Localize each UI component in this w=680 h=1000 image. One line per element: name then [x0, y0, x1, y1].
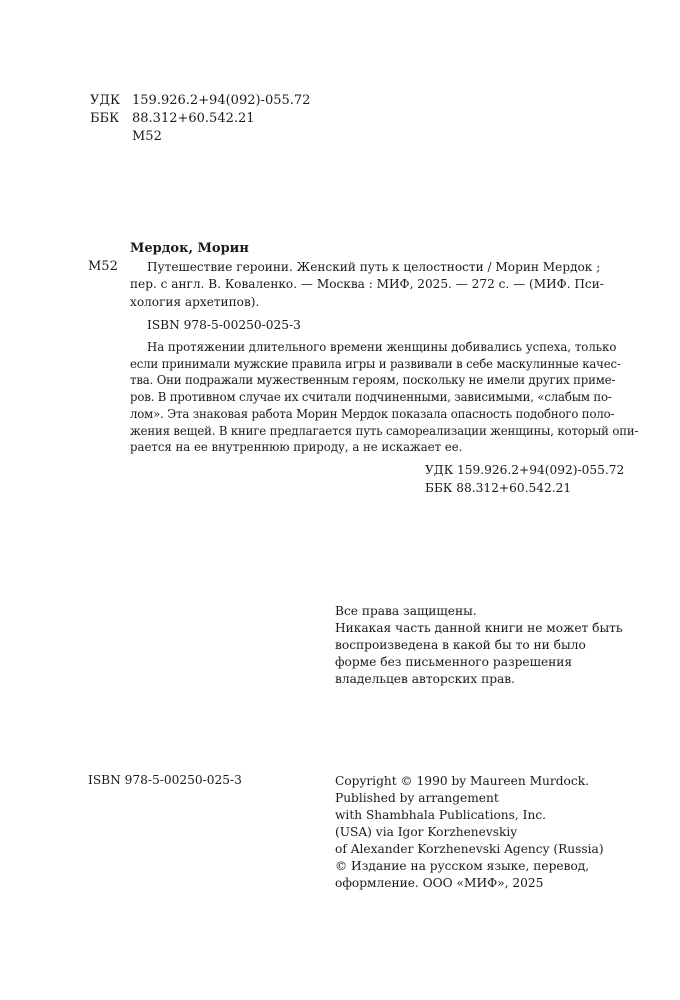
rights-line: форме без письменного разрешения: [335, 655, 573, 669]
annotation-line: рается на ее внутреннюю природу, а не искажает ее.: [130, 440, 463, 455]
annotation-line: жения вещей. В книге предлагается путь самореализации женщины, который опи-: [130, 423, 639, 438]
annotation: [130, 339, 639, 456]
copyright-line: Published by arrangement: [335, 791, 499, 805]
entry-title-line: Путешествие героини. Женский путь к целостности / Морин Мердок ;: [147, 260, 601, 274]
udk-value: 159.926.2+94(092)-055.72: [132, 93, 311, 108]
entry-title-line: пер. с англ. В. Коваленко. — Москва : МИФ, 2025. — 272 с. — (МИФ. Пси-: [130, 277, 604, 292]
copyright-line: with Shambhala Publications, Inc.: [335, 808, 547, 822]
annotation-line: ров. В противном случае их считали подчиненными, зависимыми, «слабым по-: [130, 390, 612, 405]
footer-isbn: ISBN 978-5-00250-025-3: [88, 773, 242, 787]
udk-label: УДК: [90, 93, 121, 108]
entry-title-line: хология архетипов).: [130, 294, 260, 309]
annotation-line: тва. Они подражали мужественным героям, поскольку не имели других приме-: [130, 373, 616, 388]
copyright-line: Copyright © 1990 by Maureen Murdock.: [335, 774, 589, 788]
rights-line: Никакая часть данной книги не может быть: [335, 621, 623, 635]
author-mark: М52: [132, 129, 162, 144]
bbk-label: ББК: [90, 111, 120, 126]
annotation-line: лом». Эта знаковая работа Морин Мердок показала опасность подобного поло-: [130, 406, 615, 421]
rights-line: Все права защищены.: [335, 604, 477, 618]
copyright-line: © Издание на русском языке, перевод,: [335, 859, 590, 873]
annotation-line: если принимали мужские правила игры и развивали в себе маскулинные качес-: [130, 356, 621, 371]
entry-author: Мердок, Морин: [130, 241, 249, 256]
entry-author-mark: М52: [88, 259, 118, 274]
copyright-line: of Alexander Korzhenevski Agency (Russia): [335, 842, 604, 856]
rights-notice: [335, 603, 623, 688]
copyright-line: (USA) via Igor Korzhenevskiy: [335, 825, 518, 839]
entry-title: [130, 259, 604, 311]
entry-isbn: ISBN 978-5-00250-025-3: [147, 318, 301, 332]
rights-line: воспроизведена в какой бы то ни было: [335, 638, 586, 652]
copyright-line: оформление. ООО «МИФ», 2025: [335, 876, 544, 890]
classification-bbk: ББК 88.312+60.542.21: [425, 481, 572, 495]
copyright-notice: [335, 773, 604, 892]
annotation-line: На протяжении длительного времени женщины добивались успеха, только: [147, 340, 617, 354]
rights-line: владельцев авторских прав.: [335, 672, 515, 686]
bbk-value: 88.312+60.542.21: [132, 111, 255, 126]
classification-udk: УДК 159.926.2+94(092)-055.72: [425, 463, 625, 477]
